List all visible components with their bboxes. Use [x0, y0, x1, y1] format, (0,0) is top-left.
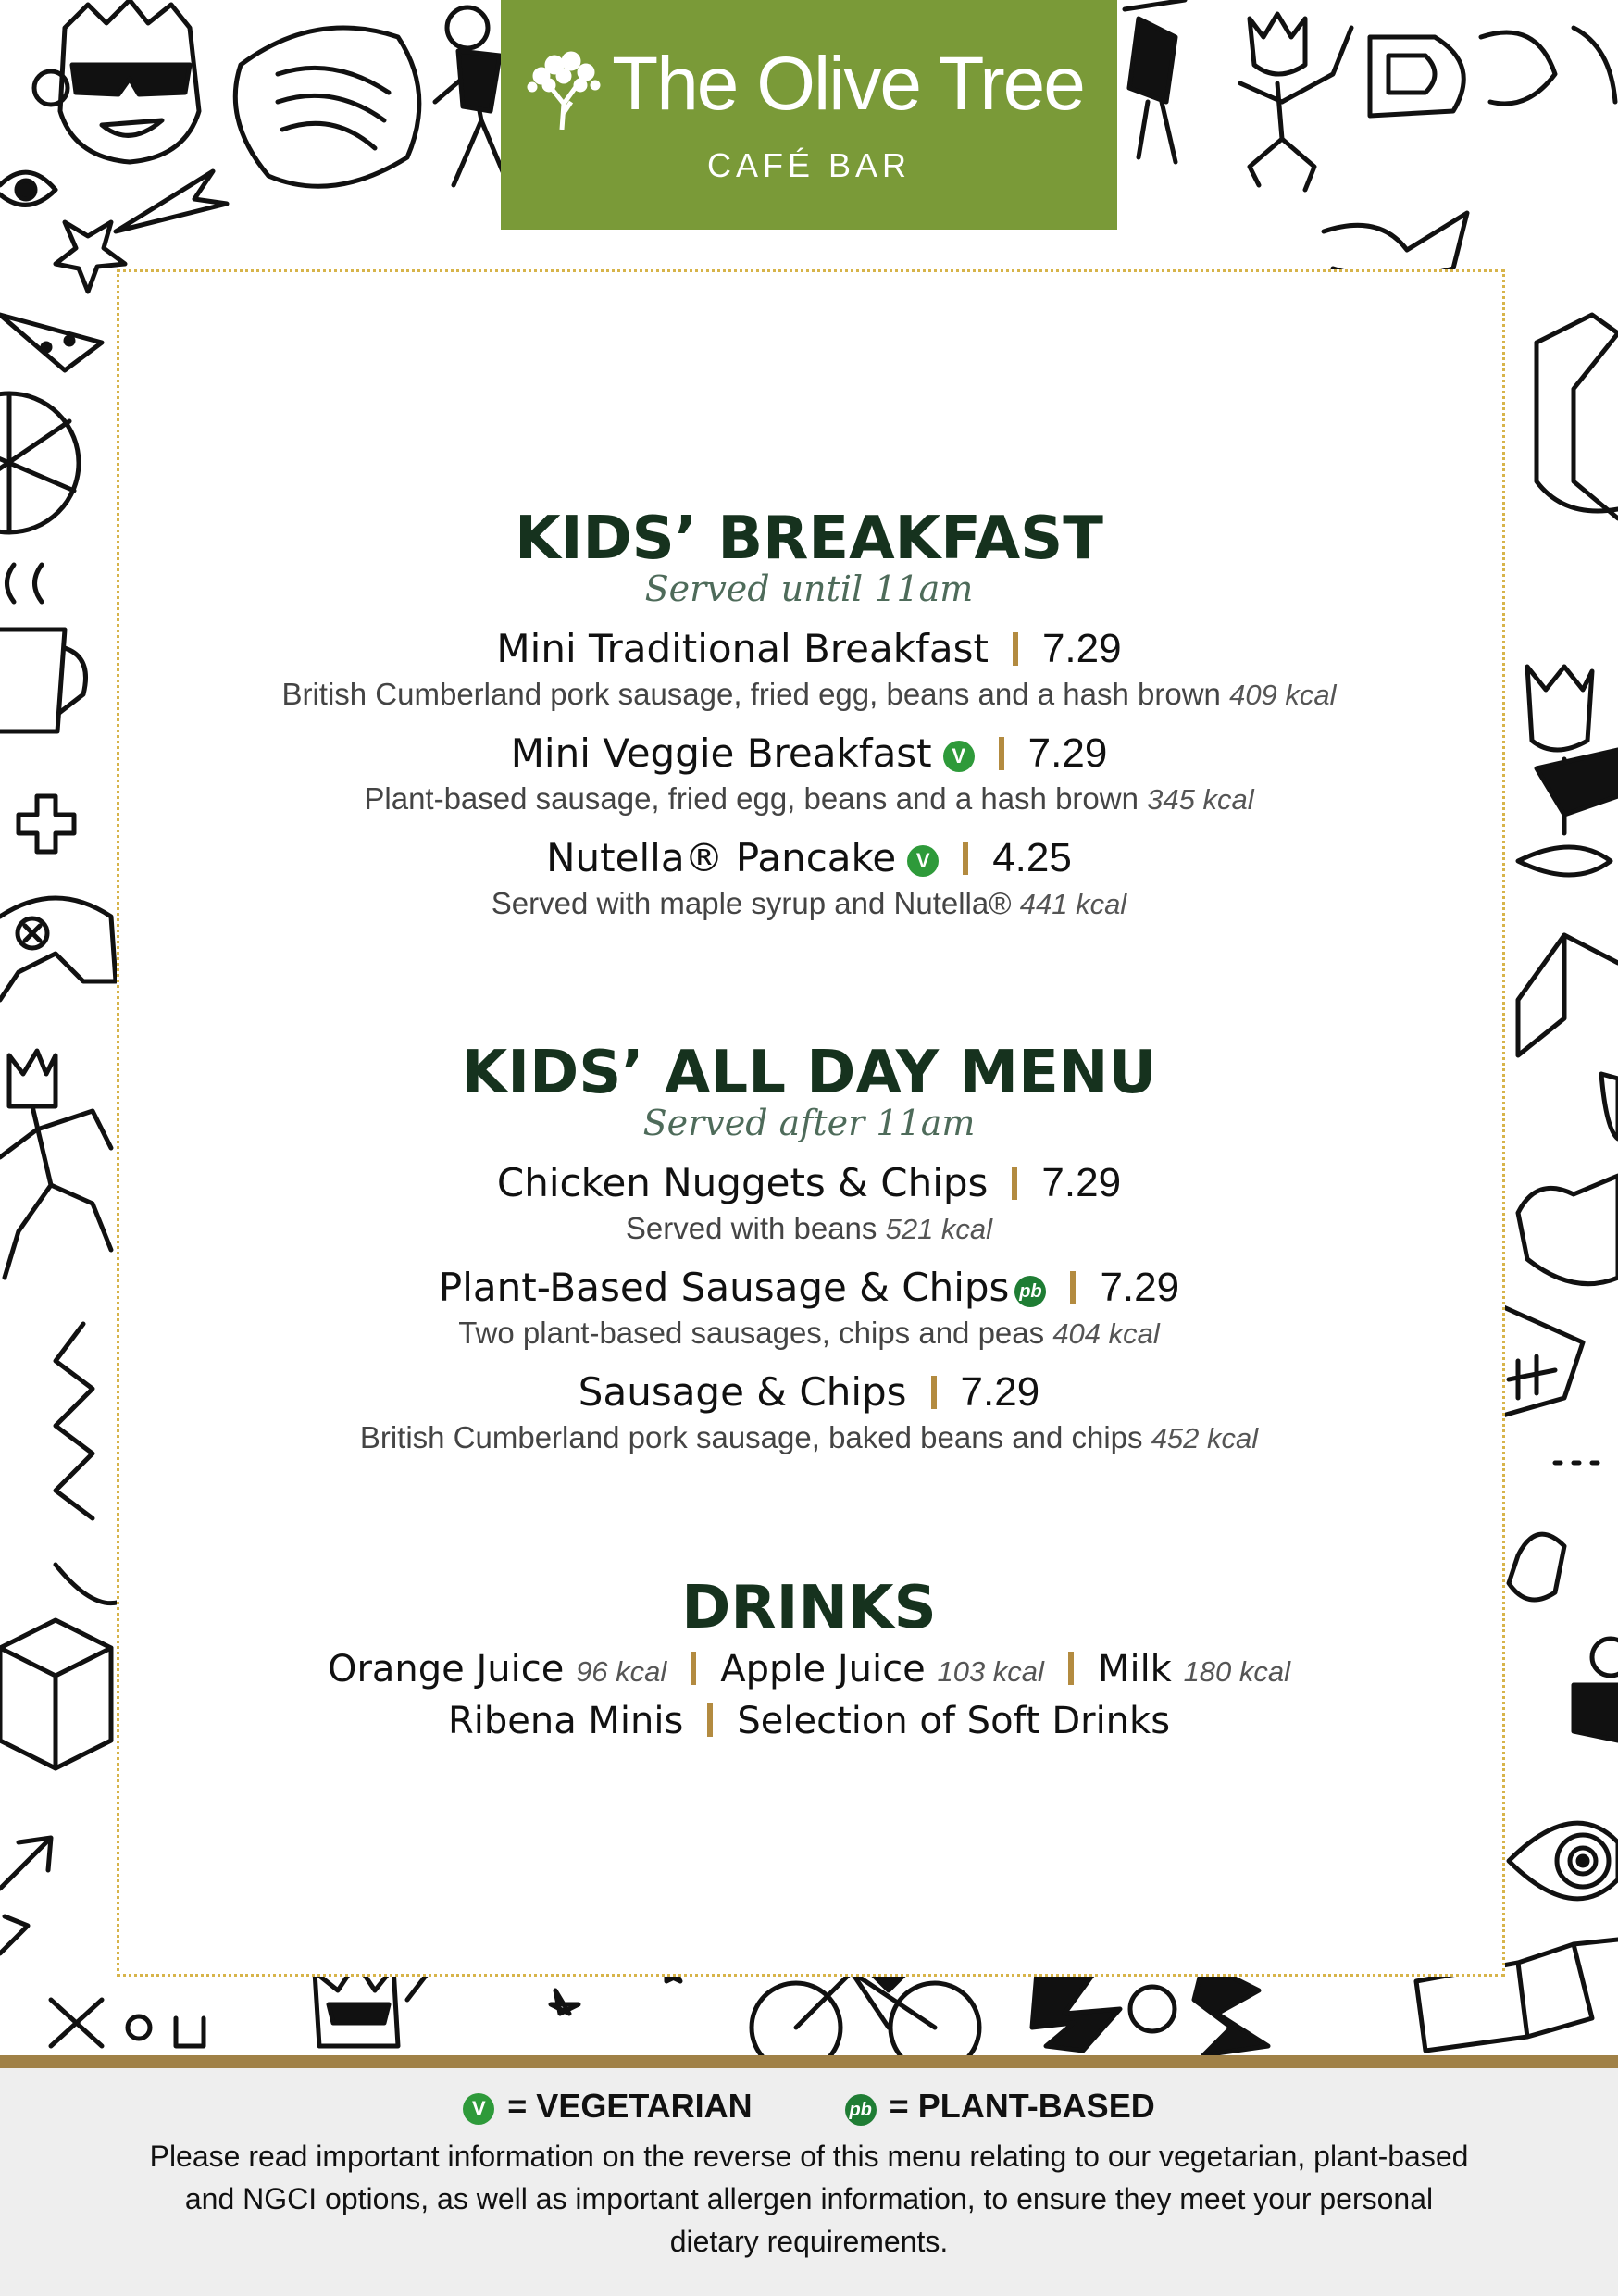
item-name: Chicken Nuggets & Chips: [496, 1160, 989, 1205]
brand-title: The Olive Tree: [612, 42, 1084, 126]
circle-doodle: [1130, 1987, 1175, 2031]
menu-item-name: [0, 1265, 1618, 1311]
item-price: 7.29: [1041, 1160, 1122, 1205]
drinks-row: [0, 1648, 1618, 1691]
footer-divider: [0, 2055, 1618, 2068]
arrow-doodle: [0, 1838, 51, 1953]
spiral-eye-doodle: [1509, 1823, 1618, 1899]
legend-veg-label: = VEGETARIAN: [507, 2087, 753, 2125]
item-name: Plant-Based Sausage & Chips: [438, 1265, 1010, 1310]
vegetarian-badge-icon: V: [943, 741, 975, 772]
item-kcal: 404 kcal: [1052, 1317, 1160, 1350]
pizza-slice-doodle: [0, 315, 102, 370]
item-price: 4.25: [992, 835, 1072, 880]
letter-block-doodle: [1537, 315, 1618, 518]
item-price: 7.29: [1027, 730, 1108, 776]
item-name: Nutella® Pancake: [546, 835, 897, 880]
drink-name: Orange Juice: [327, 1648, 565, 1691]
drink-separator: [691, 1652, 696, 1685]
menu-item-description: [0, 1316, 1618, 1351]
brand-subtitle: CAFÉ BAR: [706, 146, 912, 184]
item-desc: British Cumberland pork sausage, baked beans and chips: [359, 1420, 1143, 1454]
item-desc: Served with maple syrup and Nutella®: [491, 886, 1012, 920]
item-price: 7.29: [1041, 626, 1122, 671]
menu-item-name: [0, 730, 1618, 777]
item-desc: Plant-based sausage, fried egg, beans and a hash brown: [364, 781, 1139, 816]
item-kcal: 441 kcal: [1019, 888, 1127, 920]
menu-item-name: [0, 626, 1618, 672]
item-price: 7.29: [1100, 1265, 1180, 1310]
jumping-kid-doodle: [1240, 14, 1351, 190]
eye-doodle: [0, 172, 56, 205]
olive-tree-icon: [525, 48, 603, 130]
drink-kcal: 96 kcal: [576, 1655, 667, 1688]
item-desc: Two plant-based sausages, chips and peas: [458, 1316, 1045, 1350]
item-name: Sausage & Chips: [578, 1369, 907, 1415]
falling-kid-doodle: [1125, 0, 1185, 162]
brand-header: [501, 0, 1117, 230]
menu-item-description: [0, 1420, 1618, 1455]
item-kcal: 521 kcal: [885, 1213, 993, 1245]
vegetarian-badge-icon: V: [463, 2093, 494, 2125]
wave-doodle: [1324, 213, 1467, 278]
drinks-title: DRINKS: [681, 1574, 937, 1642]
breakfast-served: Served until 11am: [644, 568, 974, 609]
item-name: Mini Traditional Breakfast: [496, 626, 989, 671]
menu-item-description: [0, 781, 1618, 817]
vegetarian-badge-icon: V: [907, 845, 939, 877]
legend-pb-label: = PLANT-BASED: [889, 2087, 1155, 2125]
item-kcal: 345 kcal: [1147, 783, 1254, 816]
allday-served: Served after 11am: [642, 1103, 976, 1143]
drink-kcal: 180 kcal: [1183, 1655, 1291, 1688]
plant-based-badge-icon: pb: [845, 2094, 877, 2126]
x-doodle: [51, 2000, 204, 2046]
striped-ball-doodle: [235, 28, 419, 186]
dancer-doodle: [435, 7, 504, 185]
menu-item-name: [0, 1160, 1618, 1206]
breakfast-title: KIDS’ BREAKFAST: [515, 505, 1103, 573]
drink-separator: [707, 1703, 713, 1737]
item-desc: Served with beans: [625, 1211, 877, 1245]
dance-letters-doodle: [1370, 28, 1615, 116]
legend-plant-based: [845, 2087, 1155, 2126]
menu-item-name: [0, 835, 1618, 881]
item-price: 7.29: [960, 1369, 1040, 1415]
menu-item-name: [0, 1369, 1618, 1416]
bolt-doodle: [1194, 1963, 1268, 2055]
drink-separator: [1068, 1652, 1074, 1685]
drink-name: Apple Juice: [720, 1648, 926, 1691]
price-separator: [1012, 1167, 1017, 1200]
dietary-legend: [0, 2087, 1618, 2126]
item-desc: British Cumberland pork sausage, fried egg, beans and a hash brown: [281, 677, 1221, 711]
sunglasses-face-doodle: [34, 0, 199, 162]
menu-item-description: [0, 1211, 1618, 1246]
item-kcal: 409 kcal: [1229, 679, 1337, 711]
price-separator: [1013, 632, 1018, 666]
plant-based-badge-icon: pb: [1014, 1276, 1046, 1307]
menu-item-description: [0, 886, 1618, 921]
menu-item-description: [0, 677, 1618, 712]
price-separator: [931, 1376, 937, 1409]
legend-vegetarian: [463, 2087, 752, 2126]
book-doodle: [1518, 935, 1618, 1055]
cube-doodle: [0, 1620, 111, 1768]
item-name: Mini Veggie Breakfast: [510, 730, 932, 776]
allday-title: KIDS’ ALL DAY MENU: [461, 1039, 1157, 1107]
drink-name: Ribena Minis: [447, 1700, 684, 1742]
price-separator: [999, 737, 1004, 770]
drinks-row: [0, 1700, 1618, 1742]
dietary-notice: Please read important information on the reverse of this menu relating to our vegetarian, plant-based and NGCI options, as well as important allergen information, to ensure they meet your personal dietary requirements.: [149, 2140, 1469, 2258]
price-separator: [1070, 1271, 1076, 1304]
price-separator: [963, 842, 968, 875]
item-kcal: 452 kcal: [1151, 1422, 1259, 1454]
drink-name: Milk: [1097, 1648, 1172, 1691]
drink-name: Selection of Soft Drinks: [737, 1700, 1171, 1742]
drink-kcal: 103 kcal: [937, 1655, 1044, 1688]
